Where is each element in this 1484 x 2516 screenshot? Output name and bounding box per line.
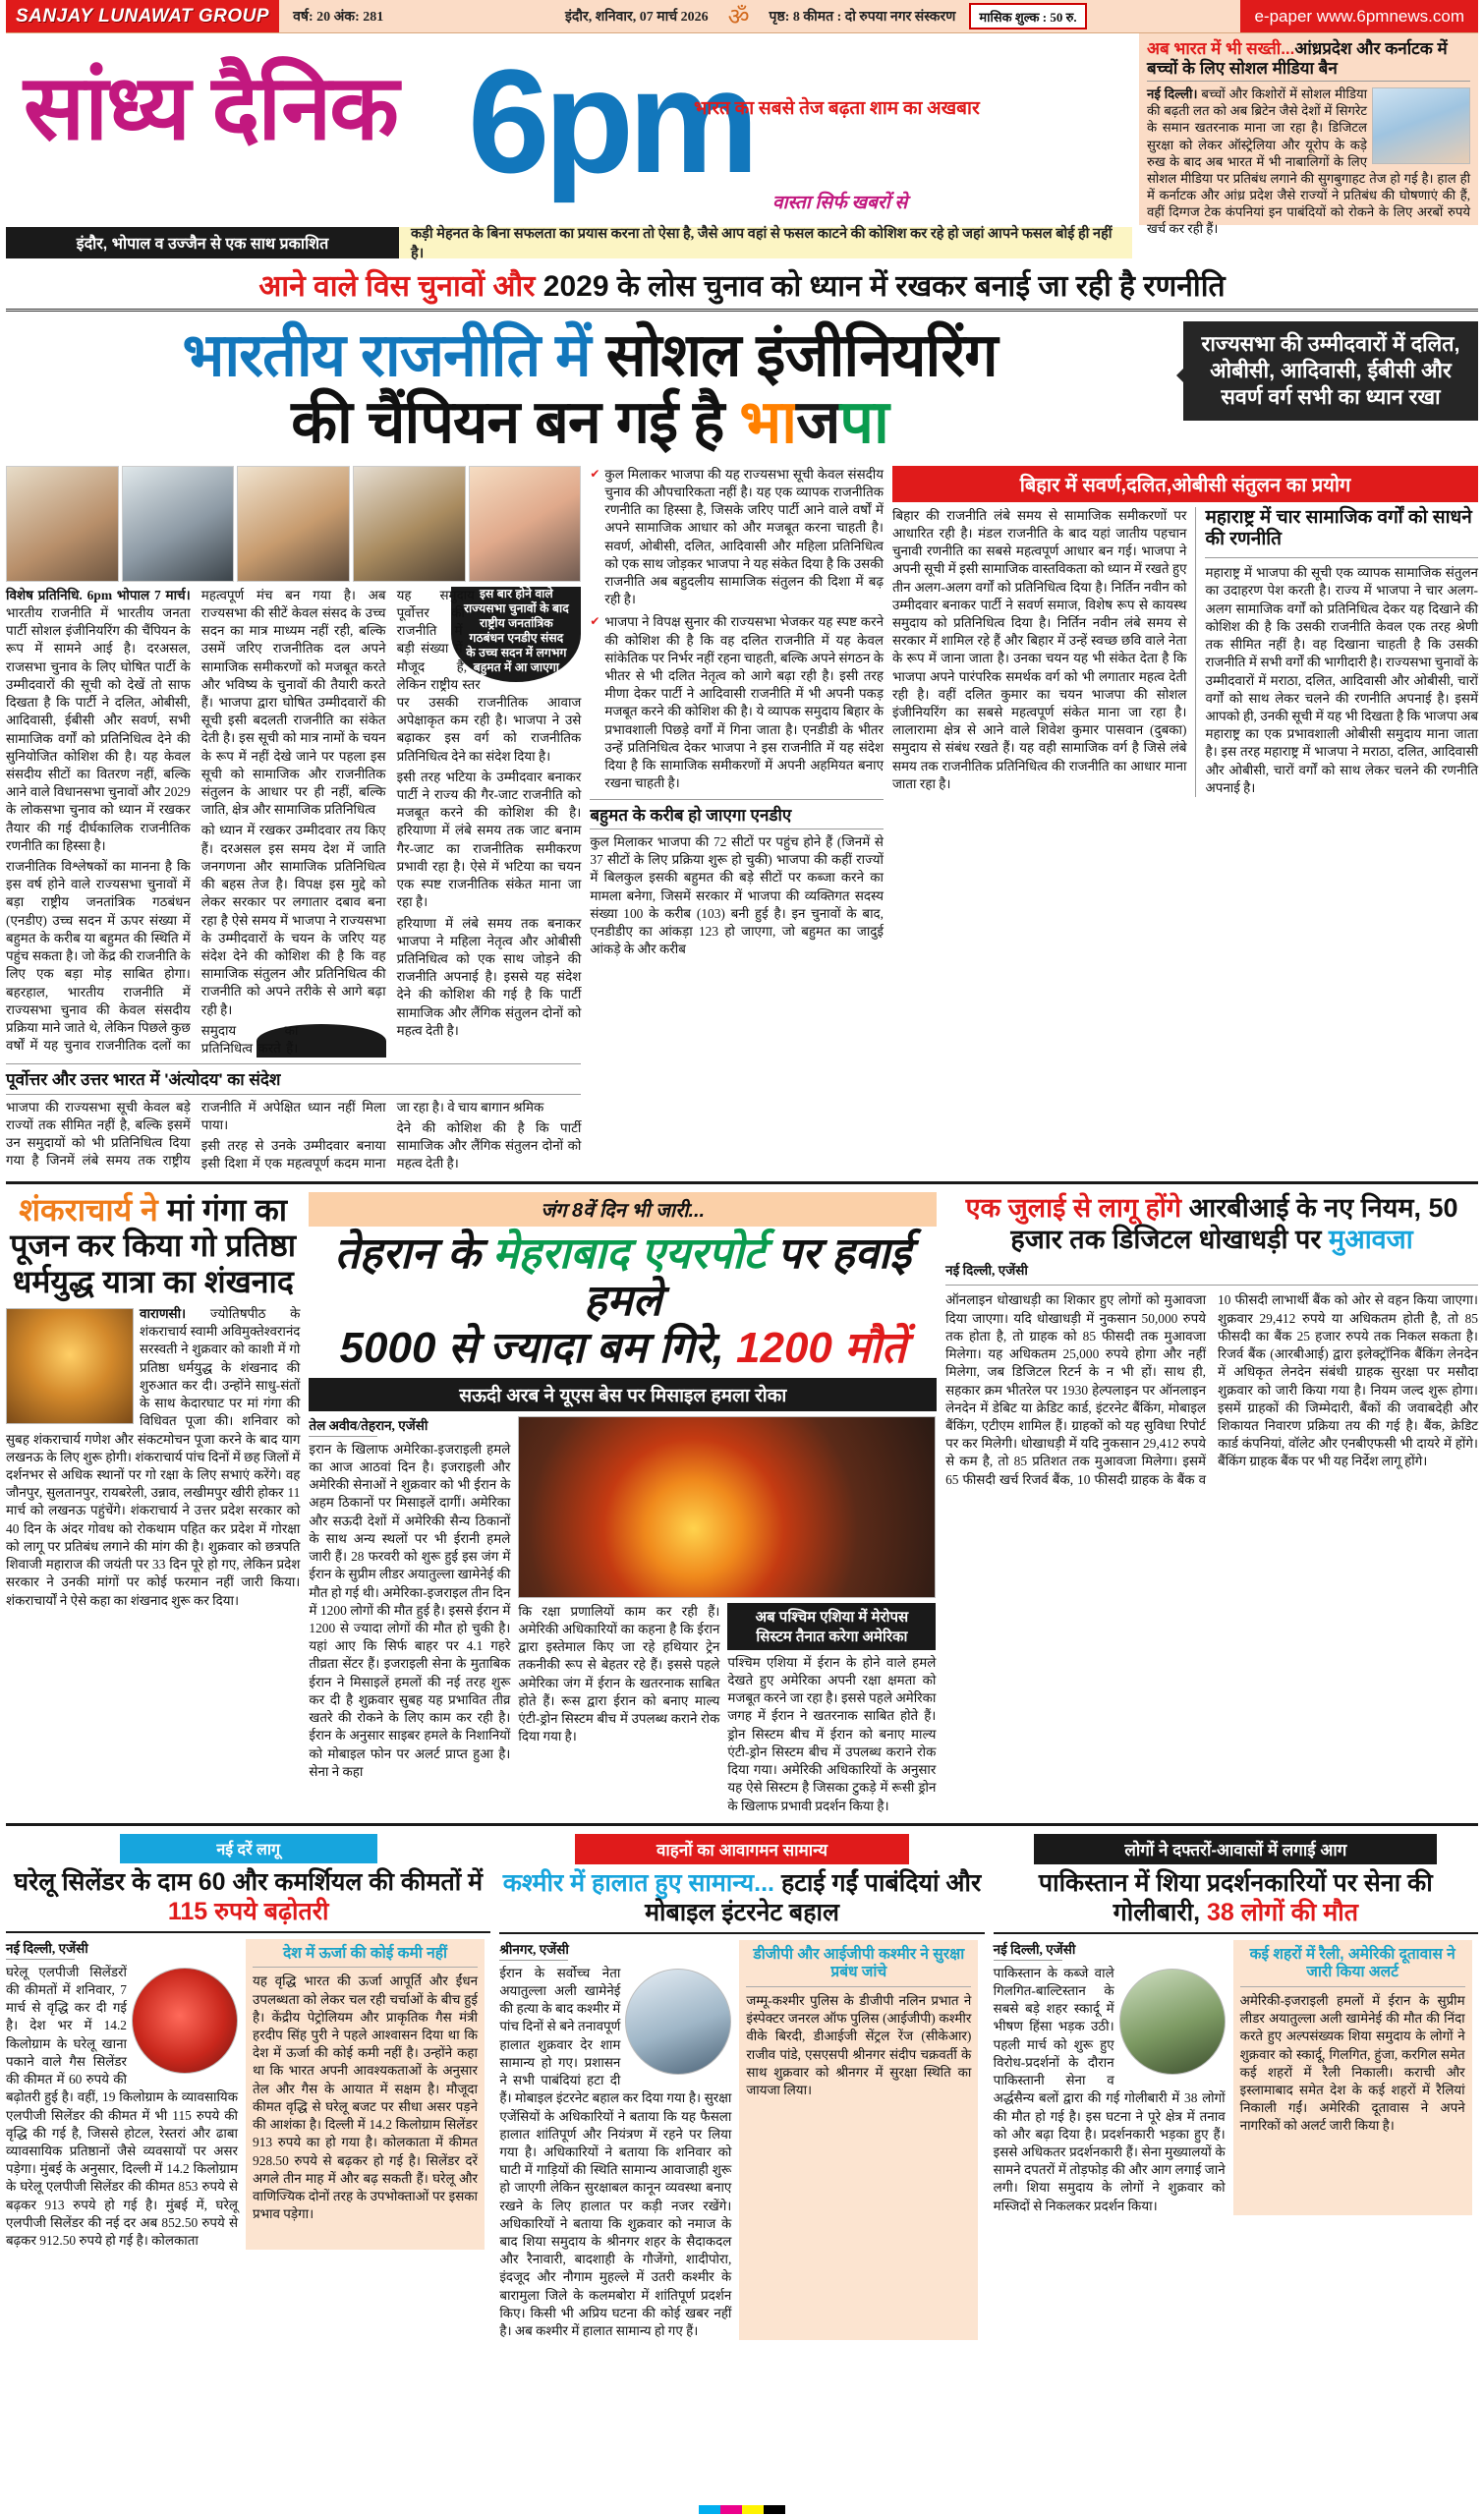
- lead-line2-text: की चैंपियन बन गई है: [291, 388, 724, 456]
- leader-photo-5: [469, 466, 582, 582]
- shankaracharya-photo: [6, 1308, 134, 1424]
- kicker-red: आने वाले विस चुनावों और: [258, 270, 536, 303]
- lpg-head-a: घरेलू सिलेंडर के दाम 60 और कमर्शियल की कीमतों में: [14, 1867, 484, 1896]
- lead-story-column: [6, 466, 581, 1173]
- maharashtra-body: महाराष्ट्र में भाजपा की सूची एक व्यापक सामाजिक संतुलन का उदाहरण पेश करती है। राज्य में भाजपा ने चार अलग-अलग सामाजिक वर्गों को प्रतिनिधित्व देकर यह दिखाने की कोशिश की है कि उसकी राजनीति केवल एक तरह श्रेणी तक सीमित नहीं है। वह दिखाना चाहती है कि उसकी राजनीति में सभी वर्गों की भागीदारी है। राज्यसभा चुनावों के उम्मीदवारों में मराठा, दलित, आदिवासी और ओबीसी, चारों वर्गों को साथ लेकर चलने की रणनीति अपनाई है। इसमें आपको ही, उनकी सूची में यह भी दिखता है कि भाजपा अब महाराष्ट्र का एक प्रभावशाली ओबीसी समुदाय माना जाता है। इस तरह महाराष्ट्र में भाजपा ने मराठा, दलित, आदिवासी और ओबीसी, चारों वर्गों को साथ लेकर चलने की रणनीति अपनाई है।: [1205, 565, 1478, 795]
- bihar-block: [892, 507, 1186, 797]
- pakistan-byline: नई दिल्ली, एजेंसी: [993, 1941, 1076, 1957]
- lead-line2-party: भाजपा: [739, 388, 888, 456]
- rbi-head-blue: मुआवजा: [1328, 1225, 1413, 1255]
- iran-head-deaths: 1200 मौतें: [736, 1324, 906, 1373]
- pakistan-headline: [994, 1868, 1478, 1934]
- lead-story-byline: विशेष प्रतिनिधि. 6pm भोपाल 7 मार्च।: [6, 587, 191, 602]
- top-right-body: [1147, 86, 1470, 237]
- lead-line1-black: सोशल इंजीनियरिंग: [590, 321, 998, 388]
- volume-issue: वर्ष: 20 अंक: 281: [293, 10, 384, 25]
- lpg-headline: [6, 1867, 490, 1933]
- kashmir-head-a: हटाई गईं पाबंदियां और मोबाइल इंटरनेट बहाल: [645, 1868, 982, 1926]
- rbi-story: [945, 1192, 1478, 1489]
- lead-story-p2: राजनीतिक विश्लेषकों का मानना है कि इस वर्ष होने वाले राज्यसभा चुनावों में बड़ा राष्ट्रीय जनतांत्रिक गठबंधन (एनडीए) उच्च सदन में ऊपर संख्या में बहुमत के करीब या बहुमत की स्थिति में पहुंच सकता है। जो केंद्र की राजनीति के लिए एक बड़ा मोड़ साबित होगा। बहरहाल, भारतीय राजनीति में राज्यसभा चुनाव की केवल संसदीय प्रक्रिया माने जाते थे, लेकिन पिछले कुछ वर्षों में यह चुनाव राजनीतिक दलों का महत्वपूर्ण मंच बन गया है। अब राज्यसभा की सीटें केवल संसद के उच्च सदन का मात्र माध्यम नहीं रही, बल्कि उसमें जरिए राजनीतिक दल अपने सामाजिक समीकरणों को मजबूत करते और भविष्य के चुनावों की तैयारी करते हैं। भाजपा द्वारा घोषित उम्मीदवारों की सूची इसी बदलती राजनीति का संकेत देती है। इस सूची को मात्र नामों के चयन के रूप में नहीं देखे जाने पर पहला इस सूची को सामाजिक और राजनीतिक संतुलन के आधार पर ही नहीं, बल्कि जाति, क्षेत्र और सामाजिक प्रतिनिधित्व: [6, 587, 386, 1054]
- pakistan-body-text: पाकिस्तान के कब्जे वाले गिलगित-बाल्टिस्तान के सबसे बड़े शहर स्कार्दू में भीषण हिंसा भड़क उठी। पहली मार्च को शुरू हुए विरोध-प्रदर्शनों के दौरान पाकिस्तानी सेना व अर्द्धसैन्य बलों द्वारा की गई गोलीबारी में 38 लोगों की मौत हो गई है। इस घटना ने पूरे क्षेत्र में तनाव को और बढ़ा दिया है। प्रदर्शनकारी भड़का हुए हैं। इससे अधिकतर प्रदर्शनकारी हैं। सेना मुख्यालयों के सामने दपतरों में तोड़फोड़ की और आग लगाई जाने लगी। शिया समुदाय के लोगों ने शुक्रवार को मस्जिदों से निकलकर प्रदर्शन किया।: [993, 1965, 1226, 2213]
- lead-story-body: [6, 587, 581, 1058]
- lead-story-circle-callout: इस बार होने वाले राज्यसभा चुनावों के बाद राष्ट्रीय जनतांत्रिक गठबंधन एनडीए संसद के उच्च सदन में लगभग बहुमत में आ जाएगा: [257, 587, 582, 1058]
- bullets-column: [590, 466, 884, 959]
- publisher-brand: SANJAY LUNAWAT GROUP: [6, 0, 279, 32]
- masthead: [6, 33, 1478, 237]
- iran-headline-line1: [309, 1230, 937, 1326]
- kashmir-side-box: [739, 1940, 978, 2341]
- published-cities: इंदौर, भोपाल व उज्जैन से एक साथ प्रकाशित: [6, 227, 399, 258]
- shankaracharya-head-orange: शंकराचार्य ने: [19, 1191, 167, 1228]
- iran-right-col: [518, 1416, 936, 1815]
- pakistan-story: [994, 1834, 1478, 2215]
- kashmir-story: [499, 1834, 984, 2341]
- pakistan-head-a: पाकिस्तान में शिया प्रदर्शनकारियों पर सेना की गोलीबारी,: [1038, 1868, 1433, 1926]
- shankaracharya-byline: वाराणसी।: [140, 1306, 187, 1322]
- bihar-body: बिहार की राजनीति लंबे समय से सामाजिक समीकरणों पर आधारित रही है। मंडल राजनीति के बाद यहां जातीय पहचान चुनावी रणनीति का सबसे महत्वपूर्ण आधार बन गई। भाजपा ने अपनी सूची में इसी सामाजिक वास्तविकता को ध्यान में रखते हुए तीन अलग-अलग वर्गों को प्रतिनिधित्व दिया है। निर्तिन नवीन को उम्मीदवार बनाकर पार्टी ने सवर्ण समाज, विशेष रूप से कायस्थ समुदाय को प्रतिनिधित्व दिया है। निर्तिन नवीन लंबे समय से सरकार में शामिल रहे हैं और बिहार में उन्हें स्वच्छ छवि वाले नेता के रूप में जाना जाता है। उनका चयन यह भी संकेत देता है कि भाजपा अपने पारंपरिक समर्थक वर्ग को भी लगातार महत्व देती रही है। वहीं दलित कुमार का चयन भाजपा की सोशल इंजीनियरिंग का सबसे महत्वपूर्ण संकेत माना जा रहा है। लालारामा क्षेत्र से आने वाले शिवेश कुमार पासवान (दुबका) समुदाय से संबंध रखते हैं। यह वही सामाजिक वर्ग है जिसे लंबे समय तक राजनीतिक प्रतिनिधित्व की राजनीति का आधार माना जाता रहा है।: [892, 507, 1187, 791]
- pakistan-body: [994, 1965, 1226, 2215]
- quote-of-day: कड़ी मेहनत के बिना सफलता का प्रयास करना तो ऐसा है, जैसे आप वहां से फसल काटने की कोशिश कर रहे हो जहां आपने फसल बोई ही नहीं है।: [399, 227, 1132, 258]
- iran-war-story: [309, 1192, 937, 1815]
- bihar-maharashtra-column: [892, 466, 1478, 797]
- maharashtra-block: [1205, 507, 1478, 797]
- kashmir-byline: श्रीनगर, एजेंसी: [499, 1941, 569, 1957]
- pakistan-side-head: कई शहरों में रैली, अमेरिकी दूतावास ने जारी किया अलर्ट: [1240, 1946, 1465, 1987]
- top-right-photo: [1372, 87, 1470, 164]
- cmyk-registration-marks: [699, 2505, 785, 2514]
- iran-text-left: [309, 1416, 510, 1815]
- kashmir-head-blue: कश्मीर में हालात हुए सामान्य...: [502, 1868, 781, 1897]
- lead-story-p1: भारतीय राजनीति में भारतीय जनता पार्टी सोशल इंजीनियरिंग की चैंपियन के रूप में सामने आई है। दरअसल, राजसभा चुनाव के लिए घोषित पार्टी के उम्मीदवारों की सूची को देखें तो साफ दिखता है कि पार्टी ने दलित, ओबीसी, आदिवासी, ईबीसी और सवर्ण, सभी सामाजिक वर्गों को प्रतिनिधित्व देने की सुनियोजित कोशिश की है। यह केवल संसदीय सीटों का वितरण नहीं, बल्कि आने वाले विधानसभा चुनावों और 2029 के लोकसभा चुनाव को ध्यान में रखकर तैयार की गई दीर्घकालिक राजनीतिक रणनीति का हिस्सा है।: [6, 604, 191, 853]
- pakistan-head-red: 38 लोगों की मौत: [1206, 1898, 1358, 1926]
- top-right-dateline: नई दिल्ली।: [1147, 86, 1198, 102]
- lead-headline-row: [6, 321, 1478, 456]
- bahumat-body: कुल मिलाकर भाजपा की 72 सीटों पर पहुंच होने हैं (जिनमें से 37 सीटों के लिए प्रक्रिया शुरू हो चुकी) भाजपा की कहीं राज्यों में बिलकुल इसकी बहुमत की बड़े सीटों पर कब्जा करने का मामला बनेगा, जिसमें सरकार में भाजपा की व्यक्तिगत सदस्य संख्या 100 के करीब (103) बनी हुई है। इन चुनावों के बाद, एनडीडीए का आंकड़ा 123 हो जाएगा, जो बहुमत का जादुई आंकड़े के और करीब: [590, 833, 884, 957]
- lead-story-p4: समुदाय का प्रतिनिधित्व करते हैं। यह समुदाय पूर्वोत्तर की राजनीति में बड़ी संख्या में मौजूद है, लेकिन राष्ट्रीय स्तर पर उसकी राजनीतिक आवाज अपेक्षाकृत कम रही है। भाजपा ने उसे बढ़ाकर इस वर्ग को राजनीतिक प्रतिनिधित्व देने का संदेश दिया है।: [200, 587, 582, 1057]
- maharashtra-head: महाराष्ट्र में चार सामाजिक वर्गों को साधने की रणनीति: [1205, 506, 1472, 550]
- rbi-byline: नई दिल्ली, एजेंसी: [945, 1263, 1028, 1279]
- lead-story-p6: हरियाणा में लंबे समय तक बनाकर भाजपा ने महिला नेतृत्व और ओबीसी प्रतिनिधित्व को एक साथ जोड़ने की राजनीति अपनाई है। इससे यह संदेश देने की कोशिश की गई है कि पार्टी सामाजिक और लैंगिक संतुलन दोनों को महत्व देती है।: [396, 915, 582, 1038]
- lpg-byline: नई दिल्ली, एजेंसी: [6, 1940, 88, 1956]
- lpg-side-box: [246, 1939, 485, 2251]
- pakistan-side-body: अमेरिकी-इजराइली हमलों में ईरान के सुप्रीम लीडर अयातुल्ला अली खामेनेई की मौत की निंदा करते हुए अल्पसंख्यक शिया समुदाय के लोगों ने शुक्रवार को स्कार्दू, गिलगित, हुंजा, करगिल समेत कई शहरों में रैली निकाली। कराची और इस्लामाबाद समेत देश के कई शहरों में रैलियां निकाली गईं। अमेरिकी दूतावास ने अपने नागरिकों को अलर्ट जारी किया है।: [1239, 1992, 1465, 2134]
- masthead-tagline-bottom: वास्ता सिर्फ खबरों से: [772, 193, 908, 213]
- shankaracharya-head-black: मां गंगा का पूजन कर किया गो प्रतिष्ठा धर्मयुद्ध यात्रा का शंखनाद: [10, 1191, 297, 1300]
- top-right-story: [1139, 33, 1478, 237]
- leader-photo-strip: [6, 466, 581, 582]
- rbi-head-black: आरबीआई के नए नियम, 50 हजार तक डिजिटल धोखाधड़ी पर: [1010, 1192, 1458, 1255]
- lpg-body: [6, 1964, 238, 2251]
- kashmir-side-body: जम्मू-कश्मीर पुलिस के डीजीपी नलिन प्रभात ने इंस्पेक्टर जनरल ऑफ पुलिस (आईजीपी) कश्मीर वीके बिरदी, डीआईजी सेंट्रल रेंज (सीकेआर) राजीव पांडे, एसएसपी श्रीनगर संदीप चक्रवर्ती के साथ शुक्रवार को श्रीनगर में सुरक्षा स्थिति का जायजा लिया।: [746, 1992, 972, 2098]
- leader-photo-1: [6, 466, 119, 582]
- kashmir-side-head: डीजीपी और आईजीपी कश्मीर ने सुरक्षा प्रबंध जांचे: [746, 1946, 971, 1987]
- masthead-logo-6pm: 6pm: [468, 38, 754, 203]
- kashmir-tag: वाहनों का आवागमन सामान्य: [575, 1834, 909, 1864]
- third-band: [6, 1834, 1478, 2341]
- iran-head-b: पर हवाई हमले: [583, 1229, 911, 1326]
- us-box-head: अब पश्चिम एशिया में मेरोपस सिस्टम तैनात करेगा अमेरिका: [727, 1603, 936, 1650]
- lpg-head-red: 115 रुपये बढ़ोतरी: [167, 1897, 329, 1925]
- bihar-section-bar: बिहार में सवर्ण,दलित,ओबीसी संतुलन का प्रयोग: [892, 466, 1478, 502]
- shankaracharya-body: [6, 1305, 300, 1610]
- iran-head-line2a: 5000 से ज्यादा बम गिरे,: [339, 1324, 736, 1373]
- kashmir-headline: [499, 1868, 984, 1934]
- epaper-link[interactable]: e-paper www.6pmnews.com: [1240, 0, 1478, 32]
- lead-headline-line1: [6, 321, 1173, 388]
- main-content-grid: [6, 466, 1478, 1173]
- pages-price: पृष्ठ: 8 कीमत : दो रुपया नगर संस्करण: [769, 10, 956, 25]
- leader-photo-4: [353, 466, 466, 582]
- iran-headline-line2: [309, 1325, 937, 1372]
- lead-line1-blue: भारतीय राजनीति में: [182, 321, 591, 388]
- bahumat-subhead: बहुमत के करीब हो जाएगा एनडीए: [590, 806, 884, 829]
- leader-photo-2: [122, 466, 235, 582]
- rbi-headline: [945, 1192, 1478, 1256]
- masthead-logo-area: [6, 33, 1139, 225]
- iran-sub-bar: सऊदी अरब ने यूएस बेस पर मिसाइल हमला रोका: [309, 1378, 937, 1411]
- masthead-hindi-title: सांध्य दैनिक: [24, 58, 397, 158]
- pakistan-photo: [1119, 1969, 1226, 2075]
- second-band: [6, 1192, 1478, 1815]
- lead-side-callout: राज्यसभा की उम्मीदवारों में दलित, ओबीसी, आदिवासी, ईबीसी और सवर्ण वर्ग सभी का ध्यान रखा: [1183, 321, 1478, 421]
- lpg-side-body: यह वृद्धि भारत की ऊर्जा आपूर्ति और ईंधन उपलब्धता को लेकर चल रही चर्चाओं के बीच हुई है। केंद्रीय पेट्रोलियम और प्राकृतिक गैस मंत्री हरदीप सिंह पुरी ने पहले आश्वासन दिया था कि देश में ऊर्जा की कोई कमी नहीं है। उन्होंने कहा था कि भारत अपनी आवश्यकताओं के अनुसार तेल और गैस के आयात में सक्षम है। मौजूदा कीमत वृद्धि से घरेलू बजट पर सीधा असर पड़ने की आशंका है। दिल्ली में 14.2 किलोग्राम सिलेंडर 913 रुपये का हो गया है। कोलकाता में कीमत 928.50 रुपये से बढ़कर हो गई है। सिलेंडर दरें अगले तीन माह में और बढ़ सकती हैं। घरेलू और वाणिज्यिक दोनों तरह के उपभोक्ताओं पर इसका प्रभाव पड़ेगा।: [253, 1973, 478, 2222]
- pakistan-tag: लोगों ने दफ्तरों-आवासों में लगाई आग: [1034, 1834, 1437, 1864]
- lead-headline-line2: [6, 388, 1173, 455]
- om-icon: ॐ: [727, 5, 750, 30]
- us-defense-box: [727, 1603, 936, 1815]
- kashmir-photo: [625, 1969, 731, 2075]
- iran-head-green: मेहराबाद एयरपोर्ट: [492, 1229, 766, 1278]
- top-right-headline-red: अब भारत में भी सख्ती...: [1147, 39, 1295, 58]
- rbi-body: ऑनलाइन धोखाधड़ी का शिकार हुए लोगों को मुआवजा दिया जाएगा। यदि धोखाधड़ी में नुकसान 50,000 रुपये तक होता है, तो ग्राहक को 85 फीसदी तक मुआवजा मिलेगा। यह अधिकतम 25,000 रुपये होगा और नहीं मिलेगा, जब डिजिटल रिटर्न के न भी हों। साथ ही, सहकार क्रम भीतरेल पर 1930 हेल्पलाइन पर ऑनलाइन लेनदेन में डेबिट या क्रेडिट कार्ड, इंटरनेट बैंकिंग, मोबाइल बैंकिंग, एटीएम शामिल हैं। ग्राहकों को यह सुविधा रिपोर्ट पर कर मिलेगी। धोखाधड़ी में यदि नुकसान 29,412 रुपये से कम है, तो 85 प्रतिशत तक मुआवजा मिलेगा। इसमें 65 फीसदी खर्च रिजर्व बैंक, 10 फीसदी ग्राहक के बैंक व 10 फीसदी लाभार्थी बैंक को ओर से वहन किया जाएगा। शुक्रवार 29,412 रुपये या अधिकतम होती है, तो 85 फीसदी का बैंक 25 हजार रुपये तक निकल सकता है। रिजर्व बैंक (आरबीआई) द्वारा इलेक्ट्रॉनिक बैंकिंग लेनदेन में अधिकृत लेनदेन संबंधी ग्राहक सुरक्षा पर मसौदा शुक्रवार को जारी किया गया है। नियम जल्द शुरू होगा। इसमें ग्राहकों की जिम्मेदारी, बैंकों की जवाबदेही और शिकायत निवारण प्रक्रिया तय की गई है। बैंक, क्रेडिट कार्ड कंपनियां, वॉलेट और एनबीएफसी भी दायरे में होंगे। बैंकिंग ग्राहक बैंक पर भी यह निर्देश लागू होंगे।: [945, 1292, 1478, 1487]
- top-right-text: बच्चों और किशोरों में सोशल मीडिया की बढ़ती लत को अब ब्रिटेन जैसे देशों में सिगरेट के समान खतरनाक माना जा रहा है। डिजिटल सुरक्षा को लेकर ऑस्ट्रेलिया और यूरोप के कड़े रुख के बाद अब भारत में भी नाबालिगों के लिए सोशल मीडिया पर प्रतिबंध लगाने की सुगबुगाहट तेज हो गई है। हाल ही में कर्नाटक और आंध्र प्रदेश जैसे राज्यों ने प्रतिबंध की घोषणाएं की हैं, वहीं दिग्गज टेक कंपनियां इन पाबंदियों को रोकने के लिए अरबों रुपये खर्च कर रही हैं।: [1147, 86, 1470, 237]
- lpg-body-text: घरेलू एलपीजी सिलेंडरों की कीमतों में शनिवार, 7 मार्च से वृद्धि कर दी गई है। देश भर में 14.2 किलोग्राम के घरेलू खाना पकाने वाले गैस सिलेंडर की कीमत में 60 रुपये की बढ़ोतरी हुई है। वहीं, 19 किलोग्राम के व्यावसायिक एलपीजी सिलेंडर की कीमत में भी 115 रुपये की वृद्धि की गई है, जिससे होटल, रेस्तरां और ढाबा व्यावसायिक प्रतिष्ठानों जैसे व्यवसायों पर असर पड़ेगा। मुंबई के अनुसार, दिल्ली में 14.2 किलोग्राम के घरेलू एलपीजी सिलेंडर की कीमत 853 रुपये से बढ़कर 913 रुपये हो गई है। मुंबई में, घरेलू एलपीजी सिलेंडर की नई दर अब 852.50 रुपये से बढ़कर 912.50 रुपये हो गई है। कोलकाता: [6, 1964, 238, 2249]
- pakistan-main-text: [994, 1940, 1226, 2215]
- bullet-item: ✔ भाजपा ने विपक्ष सुनार की राज्यसभा भेजकर यह स्पष्ट करने की कोशिश की है कि वह दलित राजनीति में यह केवल सांकेतिक पर निर्भर नहीं रहना चाहती, बल्कि अपने संगठन के भीतर से भी दलित नेतृत्व को आगे बढ़ा रही है। इसी तरह मीणा देकर पार्टी ने आदिवासी राजनीति में भी अपनी पकड़ मजबूत करने की कोशिश की है। ये व्यापक समुदाय बिहार के प्रभावशाली पिछड़े वर्गों में गिना जाता है। एनडीडी के भीतर उन्हें प्रतिनिधित्व देकर भाजपा ने इस राजनीति में यह संदेश दिया है कि सामाजिक समीकरणों में अपनी अहमियत बनाए रखना चाहती है।: [590, 613, 884, 792]
- lead-story-p5: इसी तरह भटिया के उम्मीदवार बनाकर पार्टी ने राज्य की गैर-जाट राजनीति को मजबूत करने की कोशिश की है। हरियाणा में लंबे समय तक जाट बनाम गैर-जाट का राजनीतिक समीकरण प्रभावी रहा है। ऐसे में भटिया का चयन एक स्पष्ट राजनीतिक संकेत माना जा रहा है।: [396, 769, 582, 910]
- kashmir-body-text: ईरान के सर्वोच्च नेता अयातुल्ला अली खामेनेई की हत्या के बाद कश्मीर में पांच दिनों से बने तनावपूर्ण हालात शुक्रवार देर शाम सामान्य हो गए। प्रशासन ने सभी पाबंदियां हटा दी हैं। मोबाइल इंटरनेट बहाल कर दिया गया है। सुरक्षा एजेंसियों के अधिकारियों ने बताया कि यह फैसला हालात शांतिपूर्ण और नियंत्रण में रहने पर लिया गया है। अधिकारियों ने बताया कि शनिवार को घाटी में गाड़ियों की स्थिति सामान्य आवाजाही शुरू हो जाएगी लेकिन सुरक्षाबल कानून व्यवस्था बनाए रखने के लिए हालात पर कड़ी नजर रखेंगे। अधिकारियों ने बताया कि शुक्रवार को नमाज के बाद शिया समुदाय के श्रीनगर शहर के सैदाकदल और रैनावारी, बादशाही के गौजेंगो, शादीपोरा, इंदजूद और नौगाम मुहल्ले में उतरी कश्मीर के बारामुला जिले के कलमबोरा में शांतिपूर्ण प्रदर्शन किए। किसी भी अप्रिय घटना की कोई खबर नहीं है। अब कश्मीर में हालात सामान्य हो गए हैं।: [499, 1965, 732, 2339]
- lpg-tag: नई दरें लागू: [120, 1834, 377, 1863]
- bullet-list: [590, 466, 884, 793]
- pakistan-side-box: [1233, 1940, 1472, 2215]
- antyodaya-subhead: पूर्वोत्तर और उत्तर भारत में 'अंत्योदय' का संदेश: [6, 1070, 581, 1094]
- kicker-black: 2029 के लोस चुनाव को ध्यान में रखकर बनाई जा रही है रणनीति: [535, 270, 1226, 303]
- monthly-fee-box: मासिक शुल्क : 50 रु.: [969, 3, 1086, 29]
- lpg-story: [6, 1834, 490, 2251]
- shankaracharya-headline: [6, 1192, 300, 1300]
- iran-body-2: कि रक्षा प्रणालियों काम कर रही हैं। अमेरिकी अधिकारियों का कहना है कि ईरान द्वारा इस्तेमाल किए जा रहे हथियार ट्रेन तकनीकी रूप से बेहतर रहे हैं। इससे पहले अमेरिका जंग में ईरान के खतरनाक साबित होते हैं। रूस द्वारा ईरान को बनाए माल्य एंटी-ड्रोन सिस्टम बीच में उपलब्ध कराने रोक दिया गया है।: [518, 1603, 720, 1744]
- lead-headline: [6, 321, 1173, 456]
- iran-byline: तेल अवीव/तेहरान, एजेंसी: [309, 1417, 428, 1433]
- lead-story-p3: को ध्यान में रखकर उम्मीदवार तय किए हैं। दरअसल इस समय देश में जाति जनगणना और सामाजिक प्रतिनिधित्व की बहस तेज है। विपक्ष इस मुद्दे को लेकर सरकार पर लगातार दबाव बना रहा है ऐसे समय में भाजपा ने राज्यसभा के उम्मीदवारों के चयन के जरिए यह संदेश देने की कोशिश की है कि वह सामाजिक संतुलन और प्रतिनिधित्व की राजनीति को अपने तरीके से आगे बढ़ा रही है।: [200, 823, 386, 1017]
- top-right-headline-black: आंध्रप्रदेश और कर्नाटक में बच्चों के लिए सोशल मीडिया बैन: [1147, 39, 1448, 78]
- top-right-headline: [1147, 39, 1470, 82]
- rbi-head-red: एक जुलाई से लागू होंगे: [965, 1192, 1189, 1223]
- dateline: इंदौर, शनिवार, 07 मार्च 2026: [565, 10, 709, 25]
- bullet-item: ✔ कुल मिलाकर भाजपा की यह राज्यसभा सूची केवल संसदीय चुनाव की औपचारिकता नहीं है। यह एक व्यापक राजनीतिक रणनीति का हिस्सा है, जिसके जरिए पार्टी आने वाले वर्षों में अपने सामाजिक आधार को और मजबूत करना चाहती है। सवर्ण, ओबीसी, दलित, आदिवासी और महिला प्रतिनिधित्व को एक साथ जोड़कर भाजपा ने यह संकेत दिया है कि उसकी राजनीति अब बहुदलीय सामाजिक संतुलन की दिशा में बढ़ रही है।: [590, 466, 884, 609]
- kashmir-body: [499, 1965, 731, 2341]
- lead-kicker: [6, 258, 1478, 312]
- iran-body: इरान के खिलाफ अमेरिका-इजराइली हमले का आज आठवां दिन है। इजराइली और अमेरिकी सेनाओं ने शुक्रवार को भी ईरान के अहम ठिकानों पर मिसाइलें दागीं। अमेरिका और सऊदी देशों में अमेरिकी सैन्य ठिकानों के साथ अन्य स्थलों पर भी ईरानी हमले जारी हैं। 28 फरवरी को शुरू हुई इस जंग में ईरान के सुप्रीम लीडर अयातुल्ला खामेनेई की मौत हो गई थी। अमेरिका-इजराइल तीन दिन में 1200 लोगों की मौत हुई है। इससे ईरान में 1200 से ज्यादा लोगों की मौत हो चुकी है। यहां आए कि सिर्फ बाहर पर 4.1 गहरे तीव्रता सेंटर हैं। इजराइली सेना के मुताबिक ईरान ने मिसाइलें हमलों की नई तरह शुरू कर दी है शुक्रवार सुबह यह प्रभावित तीव्र खतरे की रोकने के लिए काम कर रही है। ईरान के अनुसार साइबर हमले के निशानियों को मोबाइल फोन पर अलर्ट प्राप्त हुआ है। सेना ने कहा: [309, 1441, 511, 1779]
- iran-head-a: तेहरान के: [334, 1229, 493, 1278]
- leader-photo-3: [237, 466, 350, 582]
- iran-airstrike-photo: [518, 1416, 936, 1598]
- iran-strap: जंग 8वें दिन भी जारी...: [309, 1192, 937, 1227]
- kashmir-main-text: [499, 1940, 731, 2341]
- lpg-main-text: [6, 1939, 238, 2251]
- shankaracharya-story: [6, 1192, 300, 1610]
- lpg-side-head: देश में ऊर्जा की कोई कमी नहीं: [253, 1945, 478, 1969]
- top-info-bar: [6, 0, 1478, 33]
- lpg-cylinder-photo: [132, 1968, 238, 2074]
- shankaracharya-text: ज्योतिषपीठ के शंकराचार्य स्वामी अविमुक्तेश्वरानंद सरस्वती ने शुक्रवार को काशी में गो प्रतिष्ठा धर्मयुद्ध के शंखनाद की शुरुआत कर दी। उन्होंने साधु-संतों के साथ केदारघाट पर मां गंगा की विधिवत पूजा की। शनिवार को सुबह शंकराचार्य गणेश और संकटमोचन पूजा करने के बाद याग लखनऊ के लिए शुरू होगी। शंकराचार्य पांच दिनों में छह जिलों में दर्शनभर से अधिक स्थानों पर गो रक्षा के लिए सभाएं करेंगे। वह जौनपुर, सुलतानपुर, रायबरेली, उन्नाव, लखीमपुर खीरी होकर 11 मार्च को लखनऊ पहुंचेंगे। शंकराचार्य ने उत्तर प्रदेश सरकार को 40 दिन के अंदर गोवध को रोकथाम पहित कर प्रदेश में गोरक्षा को लागू पर प्रतिबंध लगाने की मांग की है। शुक्रवार को छत्रपति शिवाजी महाराज की जयंती पर 33 दिन पूरे हो गए, लेकिन प्रदेश सरकार ने उनकी मांगों पर कोई फरमान नहीं जारी किया। शंकराचार्यों ने ऐसे कहा का शंखनाद शुरू कर दिया।: [6, 1306, 301, 1608]
- antyodaya-body: भाजपा की राज्यसभा सूची केवल बड़े राज्यों तक सीमित नहीं है, बल्कि इसमें उन समुदायों को भी प्रतिनिधित्व दिया गया है जिनमें लंबे समय तक राष्ट्रीय राजनीति में अपेक्षित ध्यान नहीं मिला पाया। इसी तरह से उनके उम्मीदवार बनाया इसी दिशा में एक महत्वपूर्ण कदम माना जा रहा है। वे चाय बागान श्रमिक देने की कोशिश की है कि पार्टी सामाजिक और लैंगिक संतुलन दोनों को महत्व देती है।: [6, 1099, 582, 1172]
- us-box-body: पश्चिम एशिया में ईरान के होने वाले हमले देखते हुए अमेरिका अपनी रक्षा क्षमता को मजबूत करने जा रहा है। इससे पहले अमेरिका जगह में ईरान ने खतरनाक साबित होते हैं। ड्रोन सिस्टम बीच में ईरान को बनाए माल्य एंटी-ड्रोन सिस्टम बीच में उपलब्ध कराने रोक दिया गया। अमेरिकी अधिकारियों के अनुसार यह ऐसे सिस्टम है जिसका टुकड़े में रूसी ड्रोन के खिलाफ प्रभावी प्रदर्शन किया है।: [727, 1654, 937, 1813]
- masthead-tagline-top: भारत का सबसे तेज बढ़ता शाम का अखबार: [694, 98, 980, 119]
